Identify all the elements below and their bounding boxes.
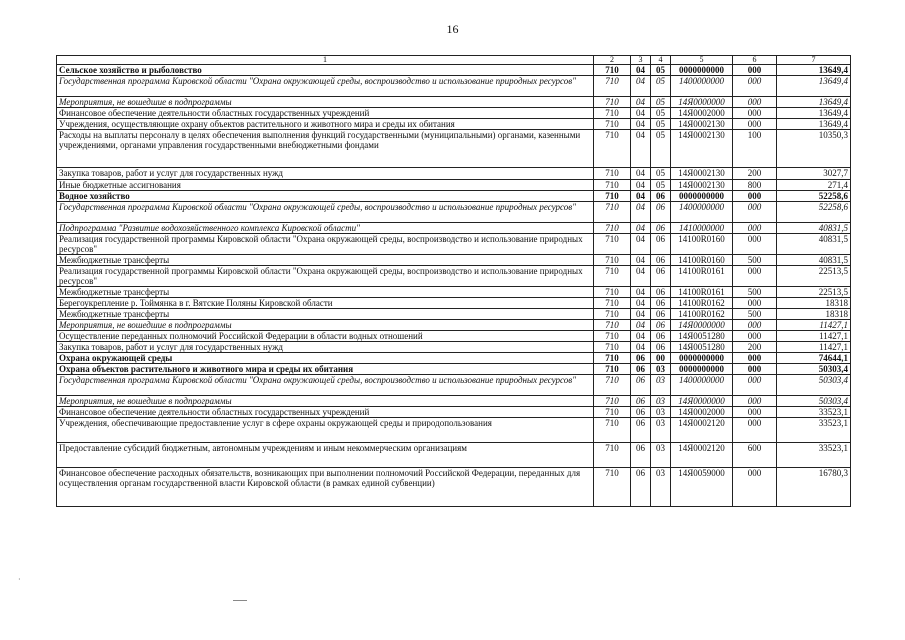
- row-value-cell: 50303,4: [777, 375, 851, 396]
- table-row: [57, 65, 851, 76]
- header-cell: 6: [733, 56, 777, 65]
- row-value-cell: 710: [594, 168, 631, 180]
- table-row: [57, 234, 851, 255]
- row-value-cell: 04: [631, 65, 651, 76]
- row-value-cell: 271,4: [777, 180, 851, 191]
- table-row: [57, 76, 851, 97]
- row-value-cell: 05: [651, 108, 671, 119]
- row-value-cell: 000: [733, 396, 777, 407]
- row-value-cell: 710: [594, 298, 631, 309]
- row-value-cell: 16780,3: [777, 468, 851, 507]
- row-value-cell: 14Я0002000: [671, 108, 733, 119]
- table-row: [57, 108, 851, 119]
- row-value-cell: 52258,6: [777, 202, 851, 223]
- row-value-cell: 06: [651, 223, 671, 234]
- row-value-cell: 33523,1: [777, 407, 851, 418]
- row-value-cell: 710: [594, 407, 631, 418]
- row-value-cell: 06: [651, 234, 671, 255]
- row-value-cell: 710: [594, 418, 631, 443]
- row-value-cell: 000: [733, 375, 777, 396]
- row-value-cell: 710: [594, 255, 631, 266]
- row-name-cell: Государственная программа Кировской области "Охрана окружающей среды, воспроизводство и использование природных ресурсов": [57, 375, 594, 396]
- row-value-cell: 04: [631, 331, 651, 342]
- row-value-cell: 06: [651, 255, 671, 266]
- row-value-cell: 710: [594, 353, 631, 364]
- table-row: [57, 375, 851, 396]
- row-value-cell: 06: [651, 320, 671, 331]
- row-value-cell: 000: [733, 108, 777, 119]
- row-value-cell: 14Я0002130: [671, 168, 733, 180]
- row-value-cell: 04: [631, 180, 651, 191]
- header-row: [57, 56, 851, 65]
- row-name-cell: Расходы на выплаты персоналу в целях обеспечения выполнения функций государственными (муниципальными) органами, казенными учреждениями, органами управления государственными внебюджетными фондами: [57, 130, 594, 168]
- row-name-cell: Реализация государственной программы Кировской области "Охрана окружающей среды, воспроизводство и использование природных ресурсов": [57, 234, 594, 255]
- table-row: [57, 266, 851, 287]
- row-name-cell: Сельское хозяйство и рыболовство: [57, 65, 594, 76]
- row-value-cell: 04: [631, 130, 651, 168]
- row-value-cell: 13649,4: [777, 97, 851, 108]
- row-value-cell: 500: [733, 255, 777, 266]
- row-value-cell: 11427,1: [777, 342, 851, 353]
- header-cell: 4: [651, 56, 671, 65]
- row-name-cell: Водное хозяйство: [57, 191, 594, 202]
- row-value-cell: 000: [733, 298, 777, 309]
- row-value-cell: 05: [651, 65, 671, 76]
- row-value-cell: 04: [631, 202, 651, 223]
- row-value-cell: 800: [733, 180, 777, 191]
- row-value-cell: 0000000000: [671, 65, 733, 76]
- table-row: [57, 223, 851, 234]
- table-row: [57, 353, 851, 364]
- row-value-cell: 1400000000: [671, 375, 733, 396]
- row-value-cell: 100: [733, 130, 777, 168]
- row-value-cell: 11427,1: [777, 331, 851, 342]
- scan-mark: ·: [18, 575, 21, 584]
- row-value-cell: 14Я0051280: [671, 331, 733, 342]
- row-value-cell: 000: [733, 364, 777, 375]
- row-value-cell: 0000000000: [671, 364, 733, 375]
- row-value-cell: 14100R0162: [671, 309, 733, 320]
- table-row: [57, 331, 851, 342]
- row-value-cell: 05: [651, 97, 671, 108]
- row-value-cell: 06: [631, 468, 651, 507]
- row-value-cell: 03: [651, 375, 671, 396]
- row-value-cell: 710: [594, 130, 631, 168]
- row-value-cell: 04: [631, 97, 651, 108]
- row-value-cell: 710: [594, 364, 631, 375]
- table-row: [57, 443, 851, 468]
- row-name-cell: Финансовое обеспечение деятельности областных государственных учреждений: [57, 407, 594, 418]
- row-value-cell: 14Я0051280: [671, 342, 733, 353]
- row-value-cell: 03: [651, 364, 671, 375]
- row-value-cell: 03: [651, 468, 671, 507]
- table-row: [57, 202, 851, 223]
- row-value-cell: 03: [651, 443, 671, 468]
- row-value-cell: 1410000000: [671, 223, 733, 234]
- row-value-cell: 000: [733, 76, 777, 97]
- row-value-cell: 3027,7: [777, 168, 851, 180]
- row-name-cell: Мероприятия, не вошедшие в подпрограммы: [57, 97, 594, 108]
- table-row: [57, 418, 851, 443]
- row-value-cell: 74644,1: [777, 353, 851, 364]
- budget-table: [56, 55, 851, 507]
- row-value-cell: 18318: [777, 298, 851, 309]
- row-value-cell: 10350,3: [777, 130, 851, 168]
- row-value-cell: 14Я0002130: [671, 180, 733, 191]
- row-value-cell: 710: [594, 180, 631, 191]
- row-value-cell: 11427,1: [777, 320, 851, 331]
- row-value-cell: 04: [631, 266, 651, 287]
- row-value-cell: 40831,5: [777, 255, 851, 266]
- header-cell: 5: [671, 56, 733, 65]
- row-value-cell: 13649,4: [777, 76, 851, 97]
- row-value-cell: 710: [594, 287, 631, 298]
- row-value-cell: 000: [733, 407, 777, 418]
- table-row: [57, 407, 851, 418]
- row-value-cell: 50303,4: [777, 396, 851, 407]
- row-value-cell: 14100R0161: [671, 287, 733, 298]
- row-value-cell: 14Я0002130: [671, 119, 733, 130]
- row-value-cell: 13649,4: [777, 119, 851, 130]
- row-value-cell: 52258,6: [777, 191, 851, 202]
- row-value-cell: 14Я0002120: [671, 443, 733, 468]
- row-value-cell: 06: [651, 202, 671, 223]
- header-cell: 1: [57, 56, 594, 65]
- row-value-cell: 1400000000: [671, 76, 733, 97]
- row-value-cell: 04: [631, 119, 651, 130]
- table-row: [57, 287, 851, 298]
- row-value-cell: 14Я0002120: [671, 418, 733, 443]
- row-value-cell: 710: [594, 375, 631, 396]
- row-value-cell: 05: [651, 180, 671, 191]
- row-value-cell: 710: [594, 342, 631, 353]
- row-value-cell: 710: [594, 234, 631, 255]
- table-row: [57, 97, 851, 108]
- row-value-cell: 710: [594, 97, 631, 108]
- row-value-cell: 04: [631, 342, 651, 353]
- row-value-cell: 04: [631, 320, 651, 331]
- table-row: [57, 342, 851, 353]
- table-row: [57, 320, 851, 331]
- table-row: [57, 255, 851, 266]
- row-value-cell: 000: [733, 97, 777, 108]
- row-value-cell: 14100R0160: [671, 234, 733, 255]
- row-value-cell: 06: [651, 331, 671, 342]
- row-value-cell: 06: [651, 298, 671, 309]
- row-value-cell: 05: [651, 119, 671, 130]
- row-value-cell: 200: [733, 168, 777, 180]
- row-value-cell: 03: [651, 396, 671, 407]
- row-name-cell: Берегоукрепление р. Тоймянка в г. Вятские Поляны Кировской области: [57, 298, 594, 309]
- row-value-cell: 14Я0000000: [671, 320, 733, 331]
- row-value-cell: 710: [594, 320, 631, 331]
- row-name-cell: Осуществление переданных полномочий Российской Федерации в области водных отношений: [57, 331, 594, 342]
- row-value-cell: 06: [631, 443, 651, 468]
- row-value-cell: 33523,1: [777, 418, 851, 443]
- row-value-cell: 04: [631, 223, 651, 234]
- row-value-cell: 000: [733, 266, 777, 287]
- row-value-cell: 1400000000: [671, 202, 733, 223]
- row-value-cell: 14100R0160: [671, 255, 733, 266]
- row-value-cell: 000: [733, 418, 777, 443]
- row-value-cell: 04: [631, 287, 651, 298]
- row-value-cell: 710: [594, 191, 631, 202]
- row-value-cell: 06: [631, 396, 651, 407]
- row-value-cell: 06: [651, 309, 671, 320]
- row-value-cell: 500: [733, 287, 777, 298]
- row-value-cell: 710: [594, 108, 631, 119]
- row-value-cell: 13649,4: [777, 108, 851, 119]
- row-value-cell: 000: [733, 119, 777, 130]
- row-name-cell: Мероприятия, не вошедшие в подпрограммы: [57, 396, 594, 407]
- row-value-cell: 000: [733, 331, 777, 342]
- row-value-cell: 14Я0059000: [671, 468, 733, 507]
- row-value-cell: 710: [594, 331, 631, 342]
- table-row: [57, 168, 851, 180]
- table-row: [57, 364, 851, 375]
- row-name-cell: Межбюджетные трансферты: [57, 309, 594, 320]
- row-name-cell: Государственная программа Кировской области "Охрана окружающей среды, воспроизводство и использование природных ресурсов": [57, 202, 594, 223]
- row-value-cell: 05: [651, 168, 671, 180]
- row-name-cell: Учреждения, осуществляющие охрану объектов растительного и животного мира и среды их обитания: [57, 119, 594, 130]
- table-row: [57, 180, 851, 191]
- row-value-cell: 03: [651, 418, 671, 443]
- row-value-cell: 710: [594, 65, 631, 76]
- row-value-cell: 06: [631, 353, 651, 364]
- row-name-cell: Реализация государственной программы Кировской области "Охрана окружающей среды, воспроизводство и использование природных ресурсов": [57, 266, 594, 287]
- row-value-cell: 710: [594, 468, 631, 507]
- row-value-cell: 710: [594, 396, 631, 407]
- row-name-cell: Учреждения, обеспечивающие предоставление услуг в сфере охраны окружающей среды и природопользования: [57, 418, 594, 443]
- table-row: [57, 119, 851, 130]
- row-value-cell: 0000000000: [671, 191, 733, 202]
- row-name-cell: Межбюджетные трансферты: [57, 287, 594, 298]
- row-name-cell: Закупка товаров, работ и услуг для государственных нужд: [57, 168, 594, 180]
- row-value-cell: 06: [651, 266, 671, 287]
- table-row: [57, 309, 851, 320]
- row-value-cell: 18318: [777, 309, 851, 320]
- row-value-cell: 06: [631, 364, 651, 375]
- table-row: [57, 298, 851, 309]
- table-row: [57, 468, 851, 507]
- row-value-cell: 04: [631, 168, 651, 180]
- row-value-cell: 00: [651, 353, 671, 364]
- row-value-cell: 04: [631, 191, 651, 202]
- row-value-cell: 14Я0002130: [671, 130, 733, 168]
- page-number: 16: [446, 22, 459, 36]
- row-name-cell: Финансовое обеспечение расходных обязательств, возникающих при выполнении полномочий Российской Федерации, переданных для осуществления органам государственной власти Кировской области (в рамках единой субвенции): [57, 468, 594, 507]
- header-cell: 3: [631, 56, 651, 65]
- row-value-cell: 04: [631, 108, 651, 119]
- row-name-cell: Государственная программа Кировской области "Охрана окружающей среды, воспроизводство и использование природных ресурсов": [57, 76, 594, 97]
- row-value-cell: 04: [631, 234, 651, 255]
- row-value-cell: 000: [733, 234, 777, 255]
- row-value-cell: 04: [631, 76, 651, 97]
- row-value-cell: 40831,5: [777, 223, 851, 234]
- row-value-cell: 000: [733, 320, 777, 331]
- row-value-cell: 05: [651, 130, 671, 168]
- row-value-cell: 06: [651, 287, 671, 298]
- table-row: [57, 130, 851, 168]
- row-value-cell: 710: [594, 443, 631, 468]
- row-name-cell: Мероприятия, не вошедшие в подпрограммы: [57, 320, 594, 331]
- row-value-cell: 06: [651, 191, 671, 202]
- row-value-cell: 710: [594, 266, 631, 287]
- row-value-cell: 710: [594, 223, 631, 234]
- row-value-cell: 000: [733, 468, 777, 507]
- row-value-cell: 000: [733, 65, 777, 76]
- row-value-cell: 04: [631, 298, 651, 309]
- row-value-cell: 000: [733, 223, 777, 234]
- header-cell: 7: [777, 56, 851, 65]
- row-value-cell: 06: [631, 418, 651, 443]
- row-value-cell: 710: [594, 309, 631, 320]
- row-value-cell: 710: [594, 119, 631, 130]
- row-value-cell: 000: [733, 353, 777, 364]
- row-value-cell: 06: [631, 407, 651, 418]
- row-value-cell: 03: [651, 407, 671, 418]
- row-value-cell: 06: [631, 375, 651, 396]
- row-name-cell: Закупка товаров, работ и услуг для государственных нужд: [57, 342, 594, 353]
- row-value-cell: 710: [594, 76, 631, 97]
- row-value-cell: 50303,4: [777, 364, 851, 375]
- row-value-cell: 14100R0162: [671, 298, 733, 309]
- row-name-cell: Охрана окружающей среды: [57, 353, 594, 364]
- row-value-cell: 22513,5: [777, 287, 851, 298]
- row-value-cell: 13649,4: [777, 65, 851, 76]
- row-value-cell: 33523,1: [777, 443, 851, 468]
- row-value-cell: 14Я0000000: [671, 396, 733, 407]
- row-value-cell: 06: [651, 342, 671, 353]
- row-name-cell: Финансовое обеспечение деятельности областных государственных учреждений: [57, 108, 594, 119]
- row-name-cell: Предоставление субсидий бюджетным, автономным учреждениям и иным некоммерческим организациям: [57, 443, 594, 468]
- row-value-cell: 710: [594, 202, 631, 223]
- row-value-cell: 04: [631, 255, 651, 266]
- scan-line-mark: [233, 600, 247, 601]
- row-value-cell: 500: [733, 309, 777, 320]
- row-value-cell: 000: [733, 191, 777, 202]
- table-row: [57, 396, 851, 407]
- table-row: [57, 191, 851, 202]
- row-value-cell: 0000000000: [671, 353, 733, 364]
- row-value-cell: 600: [733, 443, 777, 468]
- header-cell: 2: [594, 56, 631, 65]
- row-value-cell: 14100R0161: [671, 266, 733, 287]
- row-value-cell: 22513,5: [777, 266, 851, 287]
- row-name-cell: Межбюджетные трансферты: [57, 255, 594, 266]
- row-value-cell: 14Я0000000: [671, 97, 733, 108]
- row-value-cell: 200: [733, 342, 777, 353]
- row-value-cell: 14Я0002000: [671, 407, 733, 418]
- row-value-cell: 40831,5: [777, 234, 851, 255]
- row-value-cell: 04: [631, 309, 651, 320]
- row-value-cell: 05: [651, 76, 671, 97]
- row-name-cell: Охрана объектов растительного и животного мира и среды их обитания: [57, 364, 594, 375]
- row-value-cell: 000: [733, 202, 777, 223]
- row-name-cell: Иные бюджетные ассигнования: [57, 180, 594, 191]
- row-name-cell: Подпрограмма "Развитие водохозяйственного комплекса Кировской области": [57, 223, 594, 234]
